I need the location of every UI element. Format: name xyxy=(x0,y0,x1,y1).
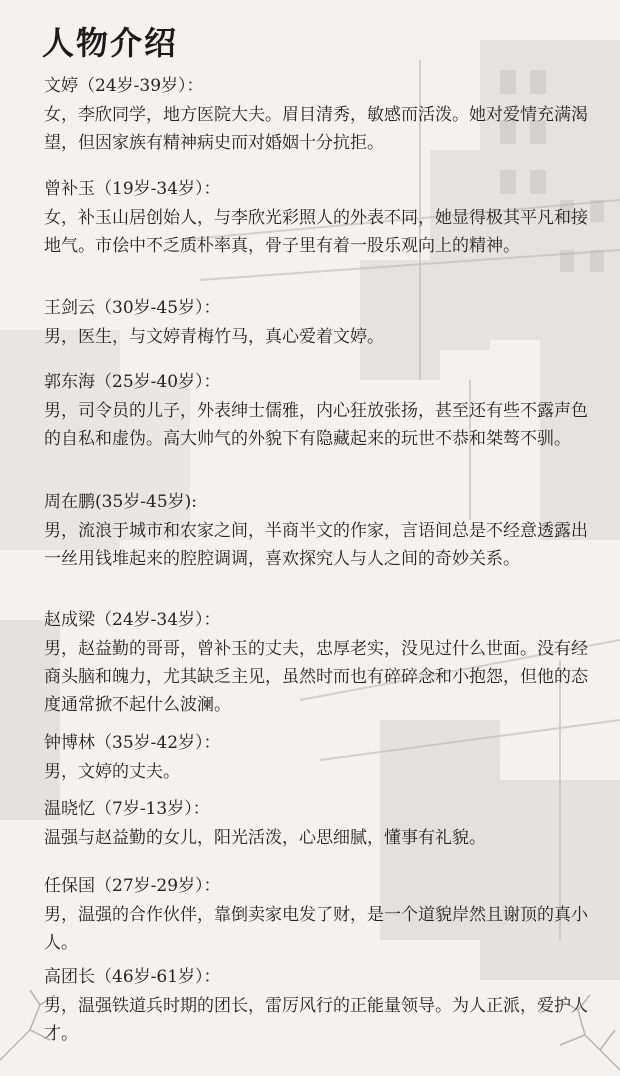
character-entry xyxy=(44,176,592,260)
character-entry xyxy=(44,730,592,786)
character-name: 温晓忆（7岁-13岁）： xyxy=(44,799,210,819)
character-name: 钟博林（35岁-42岁）： xyxy=(44,733,221,753)
character-entry xyxy=(44,73,592,157)
character-name: 曾补玉（19岁-34岁）： xyxy=(44,179,221,199)
character-description: 女，补玉山居创始人，与李欣光彩照人的外表不同，她显得极其平凡和接地气。市侩中不乏质朴率真，骨子里有着一股乐观向上的精神。 xyxy=(44,208,588,256)
character-entry xyxy=(44,873,592,957)
character-description: 男，文婷的丈夫。 xyxy=(44,762,180,782)
page-title: 人物介绍 xyxy=(42,24,179,62)
character-name: 王剑云（30岁-45岁）： xyxy=(44,298,221,318)
character-entry xyxy=(44,964,592,1048)
character-description: 男，司令员的儿子，外表绅士儒雅，内心狂放张扬，甚至还有些不露声色的自私和虚伪。高大帅气的外貌下有隐藏起来的玩世不恭和桀骜不驯。 xyxy=(44,401,588,449)
character-entry xyxy=(44,607,592,719)
character-description: 男，医生，与文婷青梅竹马，真心爱着文婷。 xyxy=(44,327,384,347)
character-description: 女，李欣同学，地方医院大夫。眉目清秀，敏感而活泼。她对爱情充满渴望，但因家族有精神病史而对婚姻十分抗拒。 xyxy=(44,105,588,153)
character-name: 周在鹏(35岁-45岁): xyxy=(44,492,197,512)
character-description: 温强与赵益勤的女儿，阳光活泼，心思细腻，懂事有礼貌。 xyxy=(44,828,486,848)
character-description: 男，温强的合作伙伴，靠倒卖家电发了财，是一个道貌岸然且谢顶的真小人。 xyxy=(44,905,588,953)
character-name: 高团长（46岁-61岁）： xyxy=(44,967,221,987)
character-name: 任保国（27岁-29岁）： xyxy=(44,876,221,896)
character-name: 郭东海（25岁-40岁）： xyxy=(44,372,221,392)
character-name: 赵成梁（24岁-34岁）： xyxy=(44,610,221,630)
character-description: 男，赵益勤的哥哥，曾补玉的丈夫，忠厚老实，没见过什么世面。没有经商头脑和魄力，尤其缺乏主见，虽然时而也有碎碎念和小抱怨，但他的态度通常掀不起什么波澜。 xyxy=(44,639,588,715)
character-description: 男，流浪于城市和农家之间，半商半文的作家，言语间总是不经意透露出一丝用钱堆起来的腔腔调调，喜欢探究人与人之间的奇妙关系。 xyxy=(44,521,588,569)
character-entry xyxy=(44,369,592,453)
character-entry xyxy=(44,489,592,573)
character-entry xyxy=(44,796,592,852)
character-name: 文婷（24岁-39岁）： xyxy=(44,76,204,96)
character-entry xyxy=(44,295,592,351)
character-description: 男，温强铁道兵时期的团长，雷厉风行的正能量领导。为人正派，爱护人才。 xyxy=(44,996,588,1044)
